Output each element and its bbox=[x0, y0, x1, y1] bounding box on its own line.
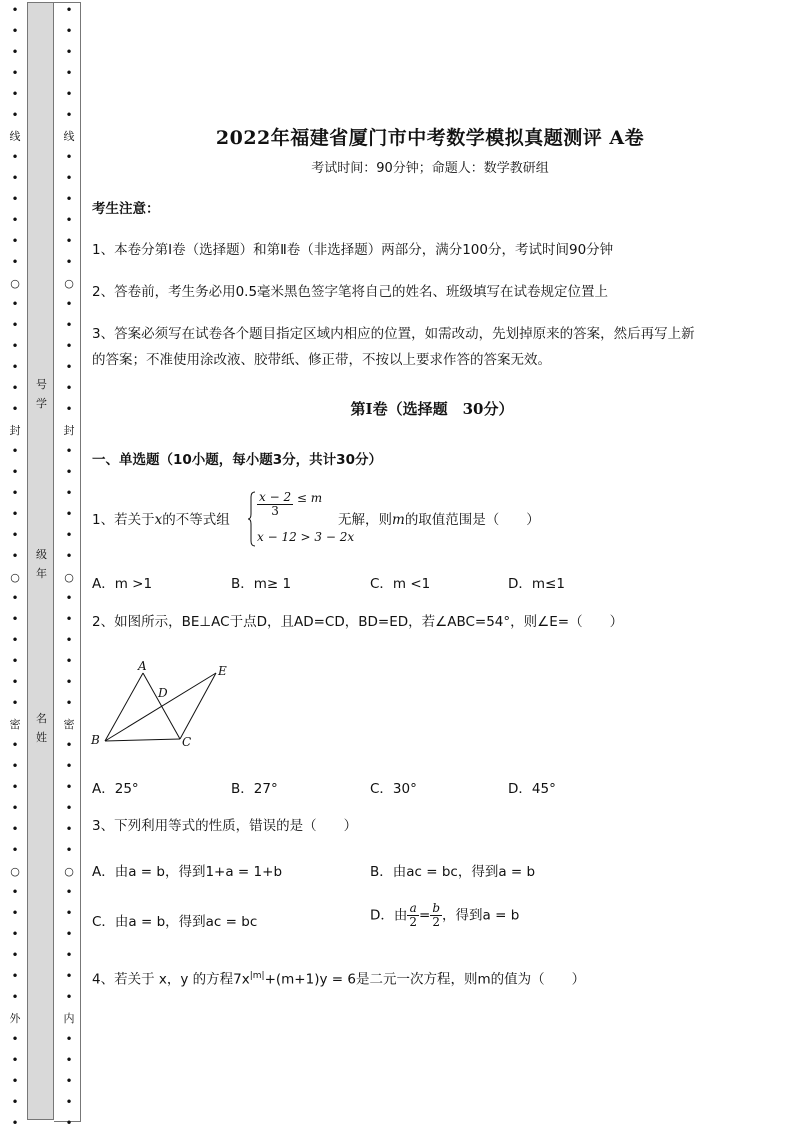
q1-option-b[interactable]: B．m≥ 1 bbox=[231, 576, 292, 592]
q1-stem bbox=[92, 508, 230, 532]
student-info-band bbox=[27, 2, 54, 1120]
notice-item-3-line-1: 3、答案必须写在试卷各个题目指定区域内相应的位置，如需改动，先划掉原来的答案，然后再写上新 bbox=[92, 326, 695, 342]
inner-label-nei: 内 bbox=[63, 1012, 75, 1025]
outer-label-circle: ○ bbox=[10, 571, 20, 584]
q3-option-d-suffix: ，得到a = b bbox=[442, 907, 520, 924]
outer-label-feng: 封 bbox=[9, 424, 21, 437]
q1-inequality-2: x − 12 > 3 − 2x bbox=[257, 530, 355, 544]
q4-text-1: 4、若关于 x，y 的方程7x bbox=[92, 971, 250, 988]
q3-frac-a-den: 2 bbox=[409, 915, 418, 929]
q1-suffix: 无解，则 bbox=[338, 512, 392, 528]
q2-stem: 2、如图所示，BE⊥AC于点D，且AD=CD，BD=ED，若∠ABC=54°，则∠E=（ ） bbox=[92, 614, 624, 630]
q1-var-x: x bbox=[154, 512, 163, 528]
q1-ineq1-denominator: 3 bbox=[271, 504, 279, 518]
q3-frac-a-num: a bbox=[407, 902, 419, 916]
q1-option-c[interactable]: C．m <1 bbox=[370, 576, 431, 592]
q1-inequality-system bbox=[248, 490, 355, 547]
section-title: 第Ⅰ卷（选择题 30分） bbox=[350, 400, 514, 418]
q1-ineq1-relation: ≤ m bbox=[296, 491, 323, 505]
label-c: C bbox=[182, 735, 192, 749]
label-b: B bbox=[91, 733, 100, 747]
q3-option-d-prefix: D．由 bbox=[370, 907, 408, 924]
q3-option-d[interactable] bbox=[370, 902, 519, 929]
q3-option-c[interactable]: C．由a = b，得到ac = bc bbox=[92, 914, 258, 930]
part-heading: 一、单选题（10小题，每小题3分，共计30分） bbox=[92, 452, 382, 468]
exam-info: 考试时间：90分钟；命题人：数学教研组 bbox=[311, 161, 549, 176]
inner-dot-column: • • • • • • 线 • • • • • • ○ • • • • • • 封 • • • • • • ○ • • • • • • 密 • • • • • • ○ • • • • • • 内 • • • • • bbox=[63, 3, 75, 1130]
outer-label-wai: 外 bbox=[9, 1012, 21, 1025]
q4-stem bbox=[92, 964, 585, 992]
outer-dot-column: • • • • • • 线 • • • • • • ○ • • • • • • 封 • • • • • • ○ • • • • • • 密 • • • • • • ○ • • • • • • 外 • • • • • bbox=[9, 3, 21, 1130]
outer-label-mi: 密 bbox=[9, 718, 21, 731]
q1-ineq1-numerator: x − 2 bbox=[259, 490, 292, 504]
label-a: A bbox=[138, 659, 147, 673]
q2-option-a[interactable]: A．25° bbox=[92, 781, 139, 797]
field-name: 名 姓 bbox=[36, 712, 47, 744]
field-student-id: 号 学 bbox=[36, 378, 47, 410]
q1-prefix: 1、若关于 bbox=[92, 512, 155, 528]
q1-suffix-line bbox=[338, 508, 540, 532]
q3-stem: 3、下列利用等式的性质，错误的是（ ） bbox=[92, 818, 358, 834]
q1-option-a[interactable]: A．m >1 bbox=[92, 576, 153, 592]
brace-icon bbox=[248, 491, 256, 547]
outer-label-circle: ○ bbox=[10, 865, 20, 878]
q2-option-b[interactable]: B．27° bbox=[231, 781, 278, 797]
q4-exponent: |m| bbox=[249, 971, 265, 981]
inner-label-circle: ○ bbox=[64, 571, 74, 584]
notice-item-1: 1、本卷分第Ⅰ卷（选择题）和第Ⅱ卷（非选择题）两部分，满分100分，考试时间90分钟 bbox=[92, 242, 614, 258]
q1-inequality-1 bbox=[257, 491, 322, 518]
q3-option-b[interactable]: B．由ac = bc，得到a = b bbox=[370, 864, 536, 880]
q2-option-d[interactable]: D．45° bbox=[508, 781, 556, 797]
page-title: 2022年福建省厦门市中考数学模拟真题测评 A卷 bbox=[215, 127, 645, 149]
q3-frac-b-num: b bbox=[432, 901, 441, 915]
inner-label-circle: ○ bbox=[64, 277, 74, 290]
q2-geometry-figure bbox=[88, 655, 238, 755]
q1-var-m: m bbox=[392, 512, 405, 528]
outer-label-circle: ○ bbox=[10, 277, 20, 290]
inner-label-xian: 线 bbox=[63, 130, 75, 143]
outer-label-xian: 线 bbox=[9, 130, 21, 143]
q3-equals: = bbox=[419, 907, 431, 924]
inner-label-feng: 封 bbox=[63, 424, 75, 437]
label-d: D bbox=[158, 686, 168, 700]
q3-option-a[interactable]: A．由a = b，得到1+a = 1+b bbox=[92, 864, 283, 880]
notice-item-3-line-2: 的答案；不准使用涂改液、胶带纸、修正带，不按以上要求作答的答案无效。 bbox=[92, 352, 551, 368]
notice-heading: 考生注意： bbox=[92, 201, 160, 217]
q1-option-d[interactable]: D．m≤1 bbox=[508, 576, 565, 592]
inner-label-circle: ○ bbox=[64, 865, 74, 878]
label-e: E bbox=[218, 664, 227, 678]
q1-mid: 的不等式组 bbox=[162, 512, 230, 528]
q1-suffix-2: 的取值范围是（ ） bbox=[404, 512, 540, 528]
q3-frac-b-den: 2 bbox=[432, 915, 441, 929]
q4-text-2: +(m+1)y = 6是二元一次方程，则m的值为（ ） bbox=[264, 971, 586, 988]
inner-label-mi: 密 bbox=[63, 718, 75, 731]
q2-option-c[interactable]: C．30° bbox=[370, 781, 417, 797]
notice-item-2: 2、答卷前，考生务必用0.5毫米黑色签字笔将自己的姓名、班级填写在试卷规定位置上 bbox=[92, 284, 609, 300]
field-grade: 级 年 bbox=[36, 548, 47, 580]
